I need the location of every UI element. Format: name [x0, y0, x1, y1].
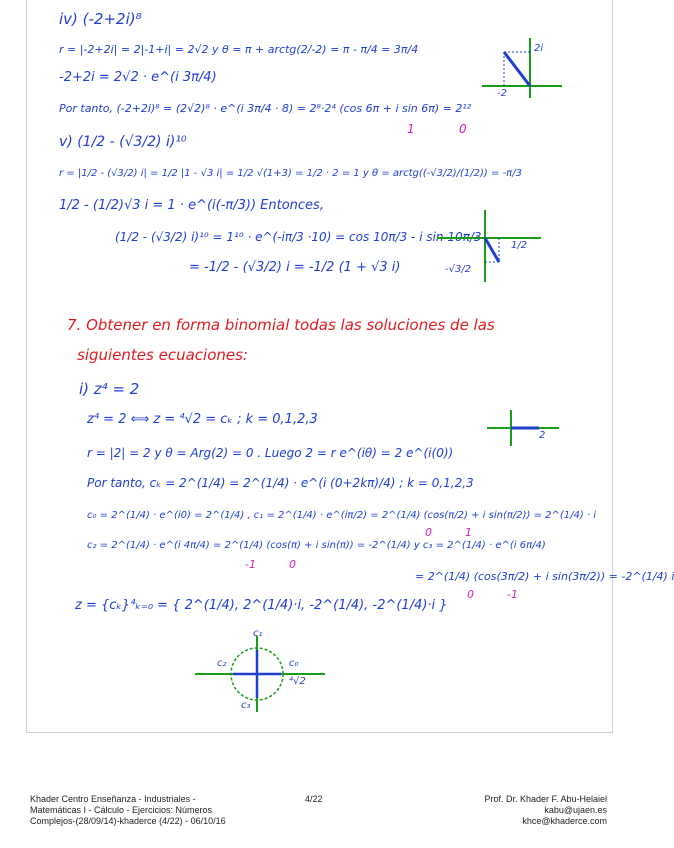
i-polar: r = |2| = 2 y θ = Arg(2) = 0 . Luego 2 = r e^(iθ) = 2 e^(i(0)) — [87, 446, 454, 460]
c2-cos-note: -1 — [245, 558, 256, 571]
root-c1-label: c₁ — [253, 628, 263, 639]
i-root: z⁴ = 2 ⟺ z = ⁴√2 = cₖ ; k = 0,1,2,3 — [87, 412, 318, 427]
i-c3-result: = 2^(1/4) (cos(3π/2) + i sin(3π/2)) = -2^(1/4) i — [415, 570, 674, 583]
iv-result: Por tanto, (-2+2i)⁸ = (2√2)⁸ · e^(i 3π/4 · 8) = 2⁸·2⁴ (cos 6π + i sin 6π) = 2¹² — [59, 102, 472, 115]
graph-v-y-label: 1/2 — [511, 240, 528, 251]
v-power: (1/2 - (√3/2) i)¹⁰ = 1¹⁰ · e^(-iπ/3 ·10) = cos 10π/3 - i sin 10π/3 — [115, 230, 482, 244]
c1-cos-note: 0 — [425, 526, 432, 539]
iv-title: iv) (-2+2i)⁸ — [59, 10, 142, 28]
footer-right-line2: kabu@ujaen.es — [544, 805, 607, 815]
root-radius-label: ⁴√2 — [289, 676, 306, 687]
v-title: v) (1/2 - (√3/2) i)¹⁰ — [59, 134, 187, 150]
graph-z4-real-axis — [487, 408, 567, 448]
i-solution-set: z = {cₖ}⁴ₖ₌₀ = { 2^(1/4), 2^(1/4)·i, -2^(1/4), -2^(1/4)·i } — [75, 598, 448, 613]
graph-iv-y-label: 2i — [534, 43, 544, 54]
c1-sin-note: 1 — [465, 526, 472, 539]
footer-page-number: 4/22 — [305, 794, 323, 804]
graph-v-x-label: -√3/2 — [445, 264, 472, 275]
root-c2-label: c₂ — [217, 658, 227, 669]
graph-z4-x-label: 2 — [539, 430, 546, 441]
root-c0-label: c₀ — [289, 658, 299, 669]
footer-left-line1: Khader Centro Enseñanza - Industriales - — [30, 794, 196, 804]
graph-iv-argand — [482, 38, 567, 98]
v-modulus: r = |1/2 - (√3/2) i| = 1/2 |1 - √3 i| = 1/2 √(1+3) = 1/2 · 2 = 1 y θ = arctg((-√3/2)/(1/2)) = -π/3 — [59, 168, 522, 179]
root-c3-label: c₃ — [241, 700, 251, 711]
c3-sin-note: -1 — [507, 588, 518, 601]
i-title: i) z⁴ = 2 — [79, 380, 140, 398]
i-c2-c3: c₂ = 2^(1/4) · e^(i 4π/4) = 2^(1/4) (cos(π) + i sin(π)) = -2^(1/4) y c₃ = 2^(1/4) · e^(i 6π/4) — [87, 540, 546, 551]
v-result: = -1/2 - (√3/2) i = -1/2 (1 + √3 i) — [189, 260, 401, 275]
v-polar: 1/2 - (1/2)√3 i = 1 · e^(i(-π/3)) Entonces, — [59, 198, 324, 213]
problem-7-line1: 7. Obtener en forma binomial todas las soluciones de las — [67, 316, 495, 334]
graph-iv-x-label: -2 — [497, 88, 507, 99]
iv-polar: -2+2i = 2√2 · e^(i 3π/4) — [59, 70, 217, 85]
footer-right-line1: Prof. Dr. Khader F. Abu-Helaiel — [484, 794, 607, 804]
c3-cos-note: 0 — [467, 588, 474, 601]
iv-modulus: r = |-2+2i| = 2|-1+i| = 2√2 y θ = π + arctg(2/-2) = π - π/4 = 3π/4 — [59, 43, 419, 56]
c2-sin-note: 0 — [289, 558, 296, 571]
i-c0-c1: c₀ = 2^(1/4) · e^(i0) = 2^(1/4) , c₁ = 2^(1/4) · e^(iπ/2) = 2^(1/4) (cos(π/2) + i sin(π/2)) = 2^(1/4) · i — [87, 510, 597, 521]
document-sheet — [26, 0, 674, 733]
iv-sin-zero-note: 0 — [459, 122, 467, 136]
footer-right-line3: khce@khaderce.com — [522, 816, 607, 826]
i-formula: Por tanto, cₖ = 2^(1/4) = 2^(1/4) · e^(i (0+2kπ)/4) ; k = 0,1,2,3 — [87, 476, 474, 490]
iv-cos-zero-note: 1 — [407, 122, 415, 136]
problem-7-line2: siguientes ecuaciones: — [77, 346, 248, 364]
graph-roots-circle — [195, 636, 335, 716]
footer-left-line2: Matemáticas I - Cálculo - Ejercicios: Números — [30, 805, 213, 815]
footer-left-line3: Complejos-(28/09/14)-khaderce (4/22) - 06/10/16 — [30, 816, 226, 826]
